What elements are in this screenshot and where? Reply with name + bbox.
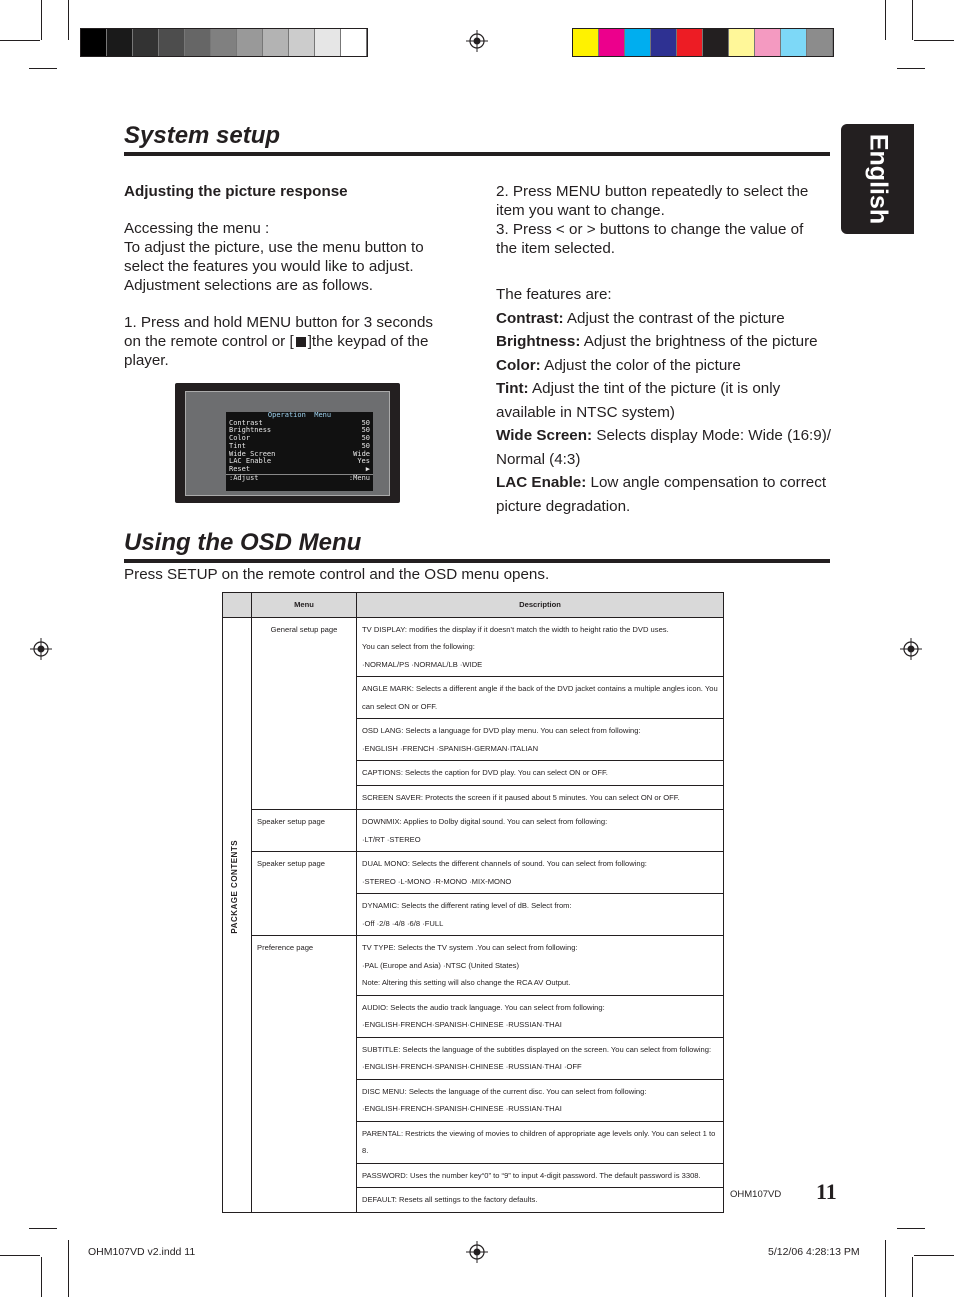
crop-mark — [914, 1255, 954, 1256]
gray-swatch — [289, 29, 315, 56]
grayscale-calibration-bar — [80, 28, 368, 57]
crop-mark — [912, 1257, 913, 1297]
crop-mark — [41, 1257, 42, 1297]
gray-swatch — [81, 29, 107, 56]
header-description: Description — [357, 593, 724, 618]
description-line: DOWNMIX: Applies to Dolby digital sound. You can select from following: — [362, 817, 608, 826]
description-line: ·Off ·2/8 ·4/8 ·6/8 ·FULL — [362, 918, 444, 928]
side-label-cell — [223, 617, 252, 1212]
description-line: DYNAMIC: Selects the different rating level of dB. Select from: — [362, 901, 572, 910]
osd-row: Reset ▶ — [229, 464, 370, 473]
description-line: PARENTAL: Restricts the viewing of movies to children of appropriate age levels only. You can select 1 to 8. — [362, 1128, 716, 1155]
osd-row: Tint 50 — [229, 441, 370, 450]
color-swatch — [729, 29, 755, 56]
crop-mark — [912, 0, 913, 40]
feature-item: Wide Screen: Selects display Mode: Wide (16:9)/ Normal (4:3) — [496, 427, 831, 468]
color-swatch — [599, 29, 625, 56]
title-rule — [124, 152, 830, 156]
crop-mark — [897, 68, 925, 69]
header-menu: Menu — [252, 593, 357, 618]
language-tab-label: English — [864, 133, 892, 225]
crop-mark — [885, 1240, 886, 1297]
side-label: PACKAGE CONTENTS — [230, 839, 240, 934]
menu-cell: General setup page — [252, 617, 357, 810]
description-cell — [357, 852, 724, 894]
model-number: OHM107VD — [730, 1189, 782, 1200]
crop-mark — [41, 0, 42, 40]
color-calibration-bar — [572, 28, 834, 57]
description-line: Note: Altering this setting will also change the RCA AV Output. — [362, 978, 571, 987]
section-subtitle: Adjusting the picture response — [124, 183, 348, 200]
crop-mark — [897, 1228, 925, 1229]
gray-swatch — [185, 29, 211, 56]
gray-swatch — [315, 29, 341, 56]
description-line: ·PAL (Europe and Asia) ·NTSC (United States) — [362, 960, 519, 970]
menu-cell: Speaker setup page — [252, 810, 357, 852]
slug-date: 5/12/06 4:28:13 PM — [768, 1246, 860, 1258]
registration-mark-icon — [466, 30, 488, 52]
feature-item: LAC Enable: Low angle compensation to correct picture degradation. — [496, 474, 827, 515]
title-rule — [124, 559, 830, 563]
description-cell — [357, 1079, 724, 1121]
gray-swatch — [263, 29, 289, 56]
crop-mark — [914, 40, 954, 41]
description-line: TV TYPE: Selects the TV system .You can select from following: — [362, 943, 578, 952]
features-intro: The features are: — [496, 286, 612, 303]
description-line: CAPTIONS: Selects the caption for DVD play. You can select ON or OFF. — [362, 768, 608, 777]
crop-mark — [29, 68, 57, 69]
registration-mark-icon — [466, 1241, 488, 1263]
description-cell — [357, 810, 724, 852]
description-line: SUBTITLE: Selects the language of the subtitles displayed on the screen. You can select from following: — [362, 1044, 712, 1054]
color-swatch — [781, 29, 807, 56]
gray-swatch — [133, 29, 159, 56]
color-swatch — [755, 29, 781, 56]
osd-screen-image — [175, 383, 400, 503]
description-cell — [357, 785, 724, 810]
description-cell — [357, 719, 724, 761]
description-line: SCREEN SAVER: Protects the screen if it paused about 5 minutes. You can select ON or OFF. — [362, 792, 680, 802]
osd-menu-display — [226, 412, 373, 491]
menu-key-icon — [296, 337, 306, 347]
gray-swatch — [159, 29, 185, 56]
color-swatch — [807, 29, 833, 56]
gray-swatch — [341, 29, 367, 56]
crop-mark — [68, 1240, 69, 1297]
osd-row: Color 50 — [229, 434, 370, 443]
system-setup-title: System setup — [124, 122, 281, 149]
osd-menu-title: Using the OSD Menu — [124, 529, 362, 556]
osd-menu-table — [222, 592, 724, 1213]
description-line: OSD LANG: Selects a language for DVD play menu. You can select from following: — [362, 726, 641, 735]
osd-title: Operation Menu — [267, 411, 332, 419]
feature-item: Contrast: Adjust the contrast of the picture — [496, 309, 785, 327]
description-cell — [357, 1163, 724, 1188]
paragraph: Accessing the menu : — [124, 220, 270, 237]
table-row — [223, 852, 724, 894]
table-row — [223, 617, 724, 677]
description-line: PASSWORD: Uses the number key“0” to “9” to input 4-digit password. The default password is 3308. — [362, 1170, 701, 1180]
slug-file: OHM107VD v2.indd 11 — [88, 1246, 196, 1258]
paragraph: To adjust the picture, use the menu button to select the features you would like to adjust. Adjustment selections are as follows. — [124, 239, 424, 294]
description-cell — [357, 894, 724, 936]
description-cell — [357, 1188, 724, 1213]
description-cell — [357, 1121, 724, 1163]
osd-row: Wide Screen Wide — [229, 449, 370, 458]
feature-item: Color: Adjust the color of the picture — [496, 356, 741, 374]
menu-cell: Speaker setup page — [252, 852, 357, 936]
page-number: 11 — [816, 1179, 837, 1204]
description-line: ·STEREO ·L-MONO ·R-MONO ·MIX-MONO — [362, 876, 512, 886]
description-line: ·ENGLISH·FRENCH·SPANISH·CHINESE ·RUSSIAN·THAI — [362, 1104, 562, 1113]
osd-row: LAC Enable Yes — [229, 457, 370, 466]
osd-row: Brightness 50 — [229, 426, 370, 435]
description-line: You can select from the following: — [362, 642, 475, 651]
description-cell — [357, 936, 724, 996]
osd-row: Contrast 50 — [229, 418, 370, 427]
description-cell — [357, 995, 724, 1037]
table-row — [223, 810, 724, 852]
description-line: DISC MENU: Selects the language of the current disc. You can select from following: — [362, 1086, 647, 1096]
description-line: ·ENGLISH·FRENCH·SPANISH·CHINESE ·RUSSIAN·THAI ·OFF — [362, 1062, 582, 1071]
description-line: ·NORMAL/PS ·NORMAL/LB ·WIDE — [362, 659, 483, 669]
features-list — [496, 283, 836, 518]
description-line: ·ENGLISH ·FRENCH ·SPANISH·GERMAN·ITALIAN — [362, 743, 539, 753]
crop-mark — [0, 40, 40, 41]
crop-mark — [68, 0, 69, 40]
color-swatch — [651, 29, 677, 56]
step-2: 2. Press MENU button repeatedly to select the item you want to change. — [496, 183, 809, 219]
language-tab — [841, 124, 914, 234]
description-cell — [357, 761, 724, 786]
step-1: 1. Press and hold MENU button for 3 seconds on the remote control or [ ]the keypad of the player. — [124, 314, 433, 369]
color-swatch — [677, 29, 703, 56]
feature-item: Brightness: Adjust the brightness of the picture — [496, 333, 818, 350]
osd-intro: Press SETUP on the remote control and the OSD menu opens. — [124, 566, 550, 583]
description-line: ·LT/RT ·STEREO — [362, 834, 421, 844]
description-cell — [357, 677, 724, 719]
feature-item: Tint: Adjust the tint of the picture (it is only available in NTSC system) — [496, 380, 781, 421]
gray-swatch — [211, 29, 237, 56]
header-blank — [223, 593, 252, 618]
description-line: AUDIO: Selects the audio track language. You can select from following: — [362, 1002, 605, 1012]
registration-mark-icon — [30, 638, 52, 660]
registration-mark-icon — [900, 638, 922, 660]
step-3: 3. Press < or > buttons to change the value of the item selected. — [496, 221, 804, 257]
color-swatch — [703, 29, 729, 56]
description-line: DUAL MONO: Selects the different channels of sound. You can select from following: — [362, 859, 647, 868]
crop-mark — [885, 0, 886, 40]
description-cell — [357, 1037, 724, 1079]
description-cell — [357, 617, 724, 677]
description-line: ·ENGLISH·FRENCH·SPANISH·CHINESE ·RUSSIAN·THAI — [362, 1020, 562, 1029]
gray-swatch — [107, 29, 133, 56]
crop-mark — [29, 1228, 57, 1229]
description-line: ANGLE MARK: Selects a different angle if the back of the DVD jacket contains a multiple angles icon. You can select ON or OFF. — [362, 684, 718, 711]
crop-mark — [0, 1255, 40, 1256]
description-line: TV DISPLAY: modifies the display if it doesn’t match the width to height ratio the DVD uses. — [362, 624, 669, 634]
menu-cell: Preference page — [252, 936, 357, 1213]
gray-swatch — [237, 29, 263, 56]
description-line: DEFAULT: Resets all settings to the factory defaults. — [362, 1195, 538, 1204]
table-row — [223, 936, 724, 996]
osd-footer: :Adjust :Menu — [226, 474, 373, 483]
color-swatch — [625, 29, 651, 56]
color-swatch — [573, 29, 599, 56]
